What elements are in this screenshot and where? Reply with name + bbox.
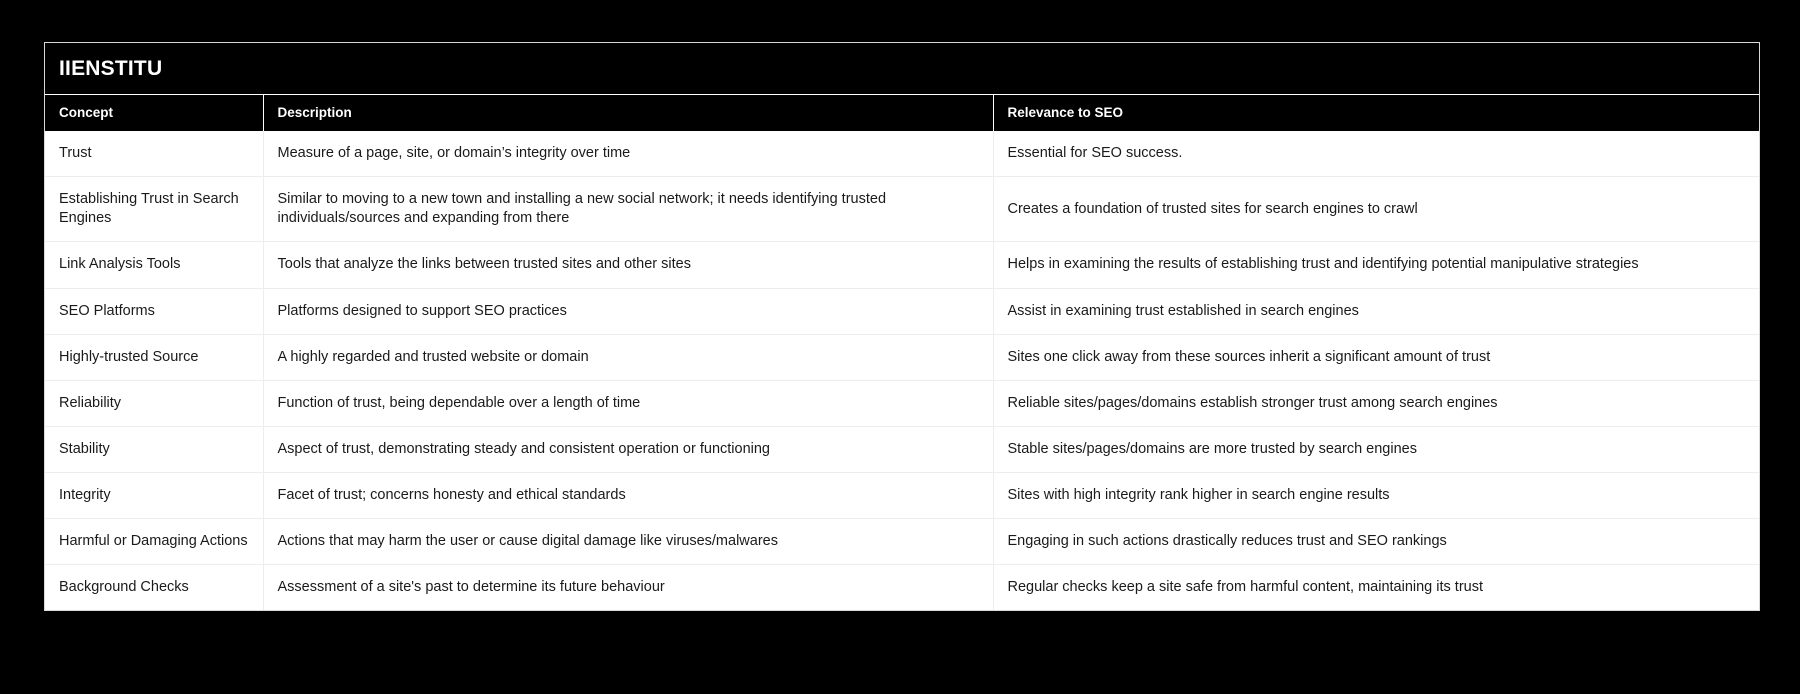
brand-header: [45, 43, 1759, 95]
table-row: [45, 334, 1760, 380]
table-header-row: [45, 95, 1760, 131]
cell-relevance: Regular checks keep a site safe from harmful content, maintaining its trust: [1007, 579, 1483, 596]
seo-trust-table: [45, 95, 1760, 610]
cell-relevance: Sites with high integrity rank higher in search engine results: [993, 473, 1760, 519]
cell-concept: Reliability: [45, 380, 263, 426]
table-row: [45, 565, 1760, 611]
table-row: [45, 288, 1760, 334]
column-header-relevance: Relevance to SEO: [993, 95, 1760, 131]
cell-relevance: Reliable sites/pages/domains establish stronger trust among search engines: [993, 380, 1760, 426]
cell-description: A highly regarded and trusted website or domain: [263, 334, 993, 380]
cell-concept: Integrity: [45, 473, 263, 519]
column-header-description: Description: [263, 95, 993, 131]
cell-concept: Trust: [45, 131, 263, 177]
cell-concept: SEO Platforms: [45, 288, 263, 334]
cell-relevance: Sites one click away from these sources inherit a significant amount of trust: [993, 334, 1760, 380]
cell-concept: Background Checks: [45, 565, 263, 611]
seo-trust-table-card: [44, 42, 1760, 611]
cell-relevance: Assist in examining trust established in search engines: [993, 288, 1760, 334]
table-row: [45, 177, 1760, 242]
cell-description: Platforms designed to support SEO practices: [263, 288, 993, 334]
cell-concept: Harmful or Damaging Actions: [45, 519, 263, 565]
cell-relevance: Creates a foundation of trusted sites for search engines to crawl: [993, 177, 1760, 242]
cell-concept: Stability: [45, 426, 263, 472]
brand-title: IIENSTITU: [59, 57, 163, 80]
cell-description: Facet of trust; concerns honesty and ethical standards: [263, 473, 993, 519]
cell-description: Function of trust, being dependable over a length of time: [263, 380, 993, 426]
table-head: [45, 95, 1760, 131]
cell-relevance: Essential for SEO success.: [993, 131, 1760, 177]
table-row: [45, 380, 1760, 426]
cell-relevance: Engaging in such actions drastically reduces trust and SEO rankings: [993, 519, 1760, 565]
cell-concept: Establishing Trust in Search Engines: [45, 177, 263, 242]
cell-description: Aspect of trust, demonstrating steady and consistent operation or functioning: [263, 426, 993, 472]
column-header-concept: Concept: [45, 95, 263, 131]
cell-description: Similar to moving to a new town and installing a new social network; it needs identifying trusted individuals/sources and expanding from there: [263, 177, 993, 242]
cell-description: Measure of a page, site, or domain’s integrity over time: [263, 131, 993, 177]
table-row: [45, 473, 1760, 519]
table-row: [45, 519, 1760, 565]
cell-concept: Highly-trusted Source: [45, 334, 263, 380]
cell-description: Assessment of a site's past to determine its future behaviour: [263, 565, 993, 611]
table-row: [45, 242, 1760, 288]
cell-relevance: Stable sites/pages/domains are more trusted by search engines: [993, 426, 1760, 472]
table-row: [45, 131, 1760, 177]
cell-concept: Link Analysis Tools: [45, 242, 263, 288]
cell-description: Tools that analyze the links between trusted sites and other sites: [263, 242, 993, 288]
table-row: [45, 426, 1760, 472]
table-body: [45, 131, 1760, 610]
cell-description: Actions that may harm the user or cause digital damage like viruses/malwares: [263, 519, 993, 565]
cell-relevance: Helps in examining the results of establishing trust and identifying potential manipulative strategies: [993, 242, 1760, 288]
